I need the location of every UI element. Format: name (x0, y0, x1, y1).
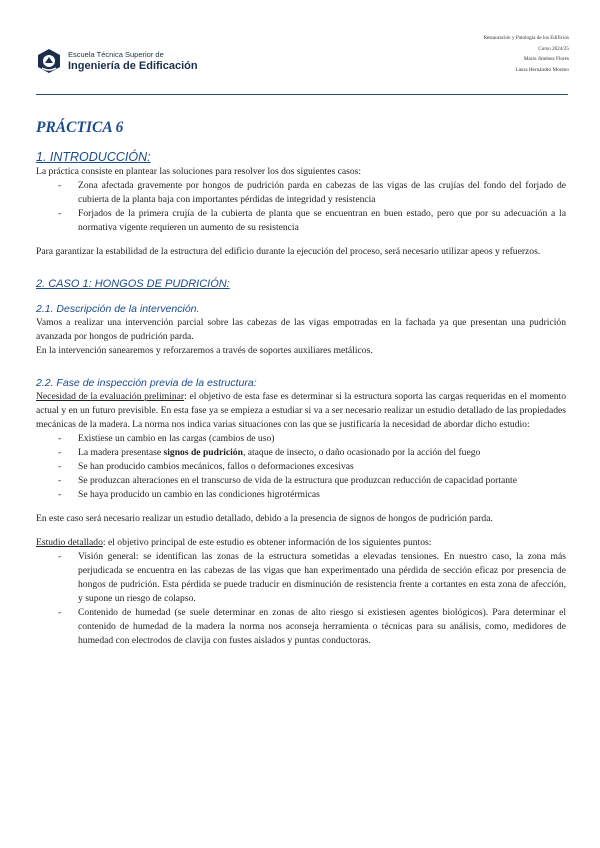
intro-list (36, 179, 566, 235)
list-item (36, 474, 566, 488)
need-list (36, 432, 566, 502)
detail-list (36, 550, 566, 648)
detail-text: : el objetivo principal de este estudio es obtener información de los siguientes puntos: (102, 537, 432, 548)
need-label: Necesidad de la evaluación preliminar (36, 391, 185, 402)
meta-author-1: Mario Jiménez Flores (523, 56, 569, 62)
subsection-2-2-heading: 2.2. Fase de inspección previa de la estructura: (36, 377, 257, 389)
list-item-text: Se haya producido un cambio en las condiciones higrotérmicas (78, 489, 320, 500)
list-item-text-tail: , ataque de insecto, o daño ocasionado por la acción del fuego (242, 447, 481, 458)
list-item-text: La madera presentase (78, 447, 164, 458)
section-case1-heading: 2. CASO 1: HONGOS DE PUDRICIÓN: (36, 278, 230, 290)
detail-paragraph (36, 536, 566, 550)
detail-label: Estudio detallado (36, 537, 103, 548)
s21-paragraph-1: Vamos a realizar una intervención parcial sobre las cabezas de las vigas empotradas en la fachada ya que presentan una pudrición avanzada por hongos de pudrición parda. (36, 317, 566, 342)
meta-course-name: Restauración y Patología de los Edificios (483, 35, 569, 41)
subsection-2-1-heading: 2.1. Descripción de la intervención. (36, 303, 200, 315)
list-item: - Zona afectada gravemente por hongos de pudrición parda en cabezas de las vigas de las crujías del fondo del forjado de cubierta de la planta baja con importantes pérdidas de integridad y resistencia (36, 179, 566, 207)
section-intro-heading: 1. INTRODUCCIÓN: (36, 150, 151, 164)
school-emblem-icon (36, 48, 62, 74)
list-item (36, 460, 566, 474)
need-text: : el objetivo de esta fase es determinar si la estructura soporta las cargas requeridas en el momento actual y en un futuro previsible. En esta fase ya se empieza a estudiar si va a ser necesario realizar un estudio detallado de las propiedades mecánicas de la madera. La norma nos indica varias situaciones con las que se justificaría la necesidad de abordar dicho estudio: (36, 391, 566, 430)
conclusion-paragraph: En este caso será necesario realizar un estudio detallado, debido a la presencia de signos de hongos de pudrición parda. (36, 513, 493, 524)
meta-course-year: Curso 2024/25 (538, 45, 569, 52)
school-logo (36, 46, 206, 78)
list-item: - Visión general: se identifican las zonas de la estructura sometidas a elevadas tensiones. En nuestro caso, la zona más perjudicada se encuentra en las cabezas de las vigas que han experimentado una pérdida de sección eficaz por presencia de hongos de pudrición. Esta pérdida se puede traducir en disminución de resistencia frente a cortantes en esta zona de afección, y supone un riesgo de colapso. (36, 550, 566, 606)
header-divider (36, 94, 568, 95)
need-paragraph (36, 390, 566, 432)
logo-text-line2: Ingeniería de Edificación (68, 60, 198, 72)
list-item: - Forjados de la primera crujía de la cubierta de planta que se encuentran en buen estado, pero que por su adecuación a la normativa vigente requieren un aumento de su resistencia (36, 207, 566, 235)
list-item: - Contenido de humedad (se suele determinar en zonas de alto riesgo si existiesen agentes biológicos). Para determinar el contenido de humedad de la madera la norma nos aconseja herramienta o técnicas para su análisis, como, medidores de humedad con electrodos de clavija con fustes aislados y puntas conductoras. (36, 606, 566, 648)
document-body (36, 118, 566, 648)
header-meta (484, 33, 569, 75)
list-item-text: Se produzcan alteraciones en el transcurso de vida de la estructura que produzcan reducción de capacidad portante (78, 475, 517, 486)
meta-author-2: Laura Hernández Moreno (515, 66, 569, 73)
intro-closing: Para garantizar la estabilidad de la estructura del edificio durante la ejecución del proceso, será necesario utilizar apeos y refuerzos. (36, 246, 541, 257)
list-item-bold-text: signos de pudrición (163, 447, 243, 458)
list-item-text: Se han producido cambios mecánicos, fallos o deformaciones excesivas (78, 461, 354, 472)
list-item-text: Existiese un cambio en las cargas (cambios de uso) (78, 433, 275, 444)
s21-paragraph-2: En la intervención sanearemos y reforzaremos a través de soportes auxiliares metálicos. (36, 345, 373, 356)
logo-text-line1: Escuela Técnica Superior de (68, 50, 164, 59)
page-title: PRÁCTICA 6 (36, 119, 124, 136)
list-item (36, 446, 566, 460)
list-item (36, 432, 566, 446)
intro-lead: La práctica consiste en plantear las soluciones para resolver los dos siguientes casos: (36, 166, 362, 177)
list-item (36, 488, 566, 502)
